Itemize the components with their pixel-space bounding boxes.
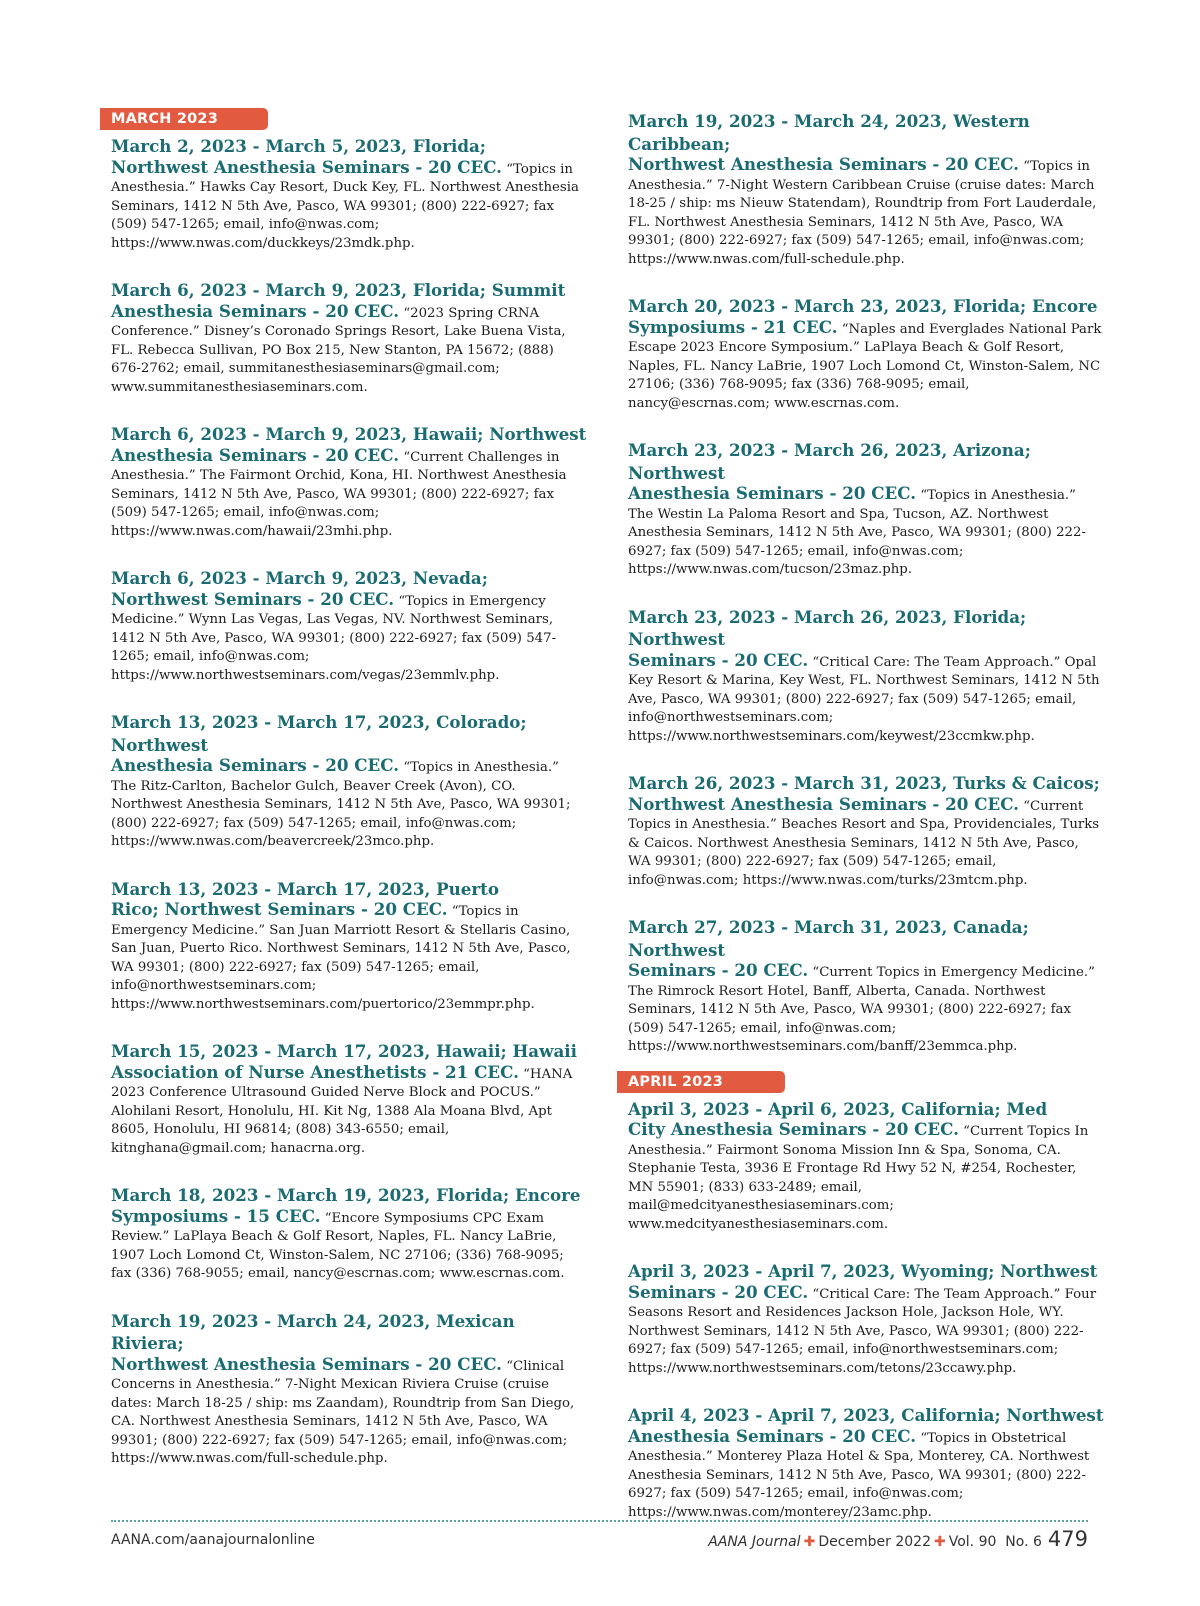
event-details: “Naples and Everglades National Park Escape 2023 Encore Symposium.” LaPlaya Beach & Golf Resort, Naples, FL. Nancy LaBrie, 1907 Loch Lomond Ct, Winston-Salem, NC 27106; (336) 768-9095; fax (336) 768-9095; email, nancy@escrnas.com; www.escrnas.com.: [628, 321, 1102, 411]
event-entry: [628, 110, 1104, 269]
event-details: “Topics in Anesthesia.” Hawks Cay Resort, Duck Key, FL. Northwest Anesthesia Seminars, 1412 N 5th Ave, Pasco, WA 99301; (800) 222-6927; fax (509) 547-1265; email, info@nwas.com; https://www.nwas.com/duckkeys/23mdk.php.: [111, 161, 579, 251]
plus-separator-icon: ✚: [803, 1534, 816, 1550]
event-text: [111, 567, 587, 685]
event-text: [628, 110, 1104, 269]
event-entry: [111, 1310, 587, 1469]
volume-number: Vol. 90 No. 6: [948, 1534, 1042, 1550]
event-title: March 6, 2023 - March 9, 2023, Hawaii; Northwest: [111, 424, 587, 444]
right-column: [628, 108, 1104, 1522]
event-organizer: Anesthesia Seminars - 20 CEC.: [628, 1425, 917, 1446]
event-organizer: Seminars - 20 CEC.: [628, 1281, 809, 1302]
event-details: “Current Topics in Anesthesia.” Beaches Resort and Spa, Providenciales, Turks & Caicos. Northwest Anesthesia Seminars, 1412 N 5th Ave, Pasco, WA 99301; (800) 222-6927; fax (509) 547-1265; email, info@nwas.com; https://www.nwas.com/turks/23mtcm.php.: [628, 798, 1100, 888]
event-organizer: Northwest Anesthesia Seminars - 20 CEC.: [111, 1353, 502, 1374]
event-organizer: Northwest Anesthesia Seminars - 20 CEC.: [111, 156, 502, 177]
event-details: “Topics in Anesthesia.” 7-Night Western Caribbean Cruise (cruise dates: March 18-25 / ship: ms Nieuw Statendam), Roundtrip from Fort Lauderdale, FL. Northwest Anesthesia Seminars, 1412 N 5th Ave, Pasco, WA 99301; (800) 222-6927; fax (509) 547-1265; email, info@nwas.com; https://www.nwas.com/full-schedule.php.: [628, 159, 1097, 267]
event-organizer: Northwest Anesthesia Seminars - 20 CEC.: [628, 154, 1019, 174]
event-details: “Clinical Concerns in Anesthesia.” 7-Night Mexican Riviera Cruise (cruise dates: March 18-25 / ship: ms Zaandam), Roundtrip from San Diego, CA. Northwest Anesthesia Seminars, 1412 N 5th Ave, Pasco, WA 99301; (800) 222-6927; fax (509) 547-1265; email, info@nwas.com; https://www.nwas.com/full-schedule.php.: [111, 1358, 575, 1466]
event-text: [111, 1184, 587, 1284]
event-entry: [628, 295, 1104, 413]
journal-name: AANA Journal: [708, 1534, 801, 1550]
event-entry: [628, 916, 1104, 1057]
event-details: “HANA 2023 Conference Ultrasound Guided Nerve Block and POCUS.” Alohilani Resort, Honolulu, HI. Kit Ng, 1388 Ala Moana Blvd, Apt 8605, Honolulu, HI 96814; (808) 343-6550; email, kitnghana@gmail.com; hanacrna.org.: [111, 1066, 573, 1156]
footer-citation: [708, 1527, 1088, 1551]
event-entry: [628, 1404, 1104, 1522]
event-title: March 13, 2023 - March 17, 2023, Puerto: [111, 878, 500, 899]
footer-url: AANA.com/aanajournalonline: [111, 1532, 315, 1548]
event-title: March 2, 2023 - March 5, 2023, Florida;: [111, 136, 486, 156]
event-title: March 20, 2023 - March 23, 2023, Florida; Encore: [628, 296, 1098, 316]
event-details: “Critical Care: The Team Approach.” Opal Key Resort & Marina, Key West, FL. Northwest Seminars, 1412 N 5th Ave, Pasco, WA 99301; (800) 222-6927; fax (509) 547-1265; email, info@northwestseminars.com; https://www.northwestseminars.com/keywest/23ccmkw.php.: [628, 654, 1100, 744]
event-title: April 3, 2023 - April 6, 2023, California; Med: [628, 1098, 1048, 1119]
event-entry: [111, 1184, 587, 1284]
event-title: March 6, 2023 - March 9, 2023, Nevada;: [111, 568, 488, 588]
event-organizer: Association of Nurse Anesthetists - 21 CEC.: [111, 1061, 519, 1082]
event-organizer: Symposiums - 15 CEC.: [111, 1205, 321, 1226]
event-details: “2023 Spring CRNA Conference.” Disney’s Coronado Springs Resort, Lake Buena Vista, FL. Rebecca Sullivan, PO Box 215, New Stanton, PA 15672; (888) 676-2762; email, summitanesthesiaseminars@gmail.com; www.summitanesthesiaseminars.com.: [111, 305, 566, 395]
event-text: [111, 1310, 587, 1469]
event-title: March 18, 2023 - March 19, 2023, Florida; Encore: [111, 1185, 581, 1205]
event-entry: [628, 1098, 1104, 1235]
event-title: April 4, 2023 - April 7, 2023, California; Northwest: [628, 1405, 1104, 1425]
event-text: [628, 1098, 1104, 1235]
event-text: [111, 423, 587, 541]
event-text: [628, 772, 1104, 890]
month-banner-april: APRIL 2023: [617, 1071, 785, 1093]
event-organizer: Anesthesia Seminars - 20 CEC.: [111, 444, 400, 465]
event-text: [111, 878, 587, 1015]
event-entry: [111, 711, 587, 852]
page-number: 479: [1047, 1527, 1088, 1551]
event-details: “Current Challenges in Anesthesia.” The Fairmont Orchid, Kona, HI. Northwest Anesthesia Seminars, 1412 N 5th Ave, Pasco, WA 99301; (800) 222-6927; fax (509) 547-1265; email, info@nwas.com; https://www.nwas.com/hawaii/23mhi.php.: [111, 449, 567, 539]
event-title: March 19, 2023 - March 24, 2023, Mexican Riviera;: [111, 1310, 515, 1353]
event-title: March 23, 2023 - March 26, 2023, Arizona; Northwest: [628, 440, 1031, 483]
event-text: [111, 279, 587, 397]
event-entry: [111, 423, 587, 541]
event-entry: [628, 439, 1104, 580]
event-title: March 27, 2023 - March 31, 2023, Canada; Northwest: [628, 917, 1029, 960]
event-title: March 6, 2023 - March 9, 2023, Florida; Summit: [111, 280, 566, 300]
event-entry: [111, 135, 587, 253]
event-text: [628, 1260, 1104, 1378]
event-organizer: Symposiums - 21 CEC.: [628, 316, 838, 337]
event-entry: [628, 772, 1104, 890]
event-organizer: Seminars - 20 CEC.: [628, 960, 809, 980]
event-organizer: Anesthesia Seminars - 20 CEC.: [628, 483, 917, 503]
plus-separator-icon: ✚: [934, 1534, 946, 1550]
event-text: [111, 1040, 587, 1158]
event-entry: [111, 1040, 587, 1158]
event-organizer: Rico; Northwest Seminars - 20 CEC.: [111, 899, 448, 919]
event-title: April 3, 2023 - April 7, 2023, Wyoming; Northwest: [628, 1261, 1098, 1281]
event-entry: [628, 606, 1104, 747]
event-entry: [111, 279, 587, 397]
event-details: “Encore Symposiums CPC Exam Review.” LaPlaya Beach & Golf Resort, Naples, FL. Nancy LaBrie, 1907 Loch Lomond Ct, Winston-Salem, NC 27106; (336) 768-9095; fax (336) 768-9055; email, nancy@escrnas.com; www.escrnas.com.: [111, 1210, 565, 1281]
event-organizer: Northwest Anesthesia Seminars - 20 CEC.: [628, 793, 1019, 814]
event-text: [111, 135, 587, 253]
event-details: “Critical Care: The Team Approach.” Four Seasons Resort and Residences Jackson Hole, Jackson Hole, WY. Northwest Seminars, 1412 N 5th Ave, Pasco, WA 99301; (800) 222-6927; fax (509) 547-1265; email, info@northwestseminars.com; https://www.northwestseminars.com/tetons/23ccawy.php.: [628, 1286, 1097, 1376]
event-details: “Current Topics In Anesthesia.” Fairmont Sonoma Mission Inn & Spa, Sonoma, CA. Stephanie Testa, 3936 E Frontage Rd Hwy 52 N, #254, Rochester, MN 55901; (833) 633-2489; email, mail@medcityanesthesiaseminars.com; www.medcityanesthesiaseminars.com.: [628, 1124, 1089, 1232]
event-title: March 23, 2023 - March 26, 2023, Florida; Northwest: [628, 606, 1027, 649]
footer-divider: [111, 1520, 1088, 1522]
event-organizer: Northwest Seminars - 20 CEC.: [111, 588, 395, 609]
event-details: “Topics in Obstetrical Anesthesia.” Monterey Plaza Hotel & Spa, Monterey, CA. Northwest Anesthesia Seminars, 1412 N 5th Ave, Pasco, WA 99301; (800) 222-6927; fax (509) 547-1265; email, info@nwas.com; https://www.nwas.com/monterey/23amc.php.: [628, 1430, 1090, 1520]
event-entry: [628, 1260, 1104, 1378]
event-title: March 19, 2023 - March 24, 2023, Western Caribbean;: [628, 111, 1030, 154]
left-column: [111, 108, 587, 1469]
issue-date: December 2022: [818, 1534, 931, 1550]
event-text: [628, 606, 1104, 747]
event-text: [628, 916, 1104, 1057]
month-banner-march: MARCH 2023: [100, 108, 268, 130]
event-organizer: Anesthesia Seminars - 20 CEC.: [111, 755, 400, 775]
event-organizer: Anesthesia Seminars - 20 CEC.: [111, 300, 400, 321]
event-text: [628, 295, 1104, 413]
event-details: “Topics in Anesthesia.” The Ritz-Carlton, Bachelor Gulch, Beaver Creek (Avon), CO. Northwest Anesthesia Seminars, 1412 N 5th Ave, Pasco, WA 99301; (800) 222-6927; fax (509) 547-1265; email, info@nwas.com; https://www.nwas.com/beavercreek/23mco.php.: [111, 760, 571, 849]
event-details: “Current Topics in Emergency Medicine.” The Rimrock Resort Hotel, Banff, Alberta, Canada. Northwest Seminars, 1412 N 5th Ave, Pasco, WA 99301; (800) 222-6927; fax (509) 547-1265; email, info@nwas.com; https://www.northwestseminars.com/banff/23emmca.php.: [628, 965, 1095, 1054]
event-details: “Topics in Anesthesia.” The Westin La Paloma Resort and Spa, Tucson, AZ. Northwest Anesthesia Seminars, 1412 N 5th Ave, Pasco, WA 99301; (800) 222-6927; fax (509) 547-1265; email, info@nwas.com; https://www.nwas.com/tucson/23maz.php.: [628, 488, 1086, 577]
event-text: [628, 1404, 1104, 1522]
event-organizer: Seminars - 20 CEC.: [628, 649, 809, 670]
event-details: “Topics in Emergency Medicine.” Wynn Las Vegas, Las Vegas, NV. Northwest Seminars, 1412 N 5th Ave, Pasco, WA 99301; (800) 222-6927; fax (509) 547-1265; email, info@nwas.com; https://www.northwestseminars.com/vegas/23emmlv.php.: [111, 593, 557, 683]
event-title: March 15, 2023 - March 17, 2023, Hawaii; Hawaii: [111, 1041, 577, 1061]
event-details: “Topics in Emergency Medicine.” San Juan Marriott Resort & Stellaris Casino, San Juan, Puerto Rico. Northwest Seminars, 1412 N 5th Ave, Pasco, WA 99301; (800) 222-6927; fax (509) 547-1265; email, info@northwestseminars.com; https://www.northwestseminars.com/puertorico/23emmpr.php.: [111, 904, 571, 1012]
event-title: March 26, 2023 - March 31, 2023, Turks & Caicos;: [628, 773, 1100, 793]
event-entry: [111, 567, 587, 685]
event-organizer: City Anesthesia Seminars - 20 CEC.: [628, 1119, 959, 1139]
event-text: [111, 711, 587, 852]
event-title: March 13, 2023 - March 17, 2023, Colorado; Northwest: [111, 712, 527, 755]
event-entry: [111, 878, 587, 1015]
event-text: [628, 439, 1104, 580]
